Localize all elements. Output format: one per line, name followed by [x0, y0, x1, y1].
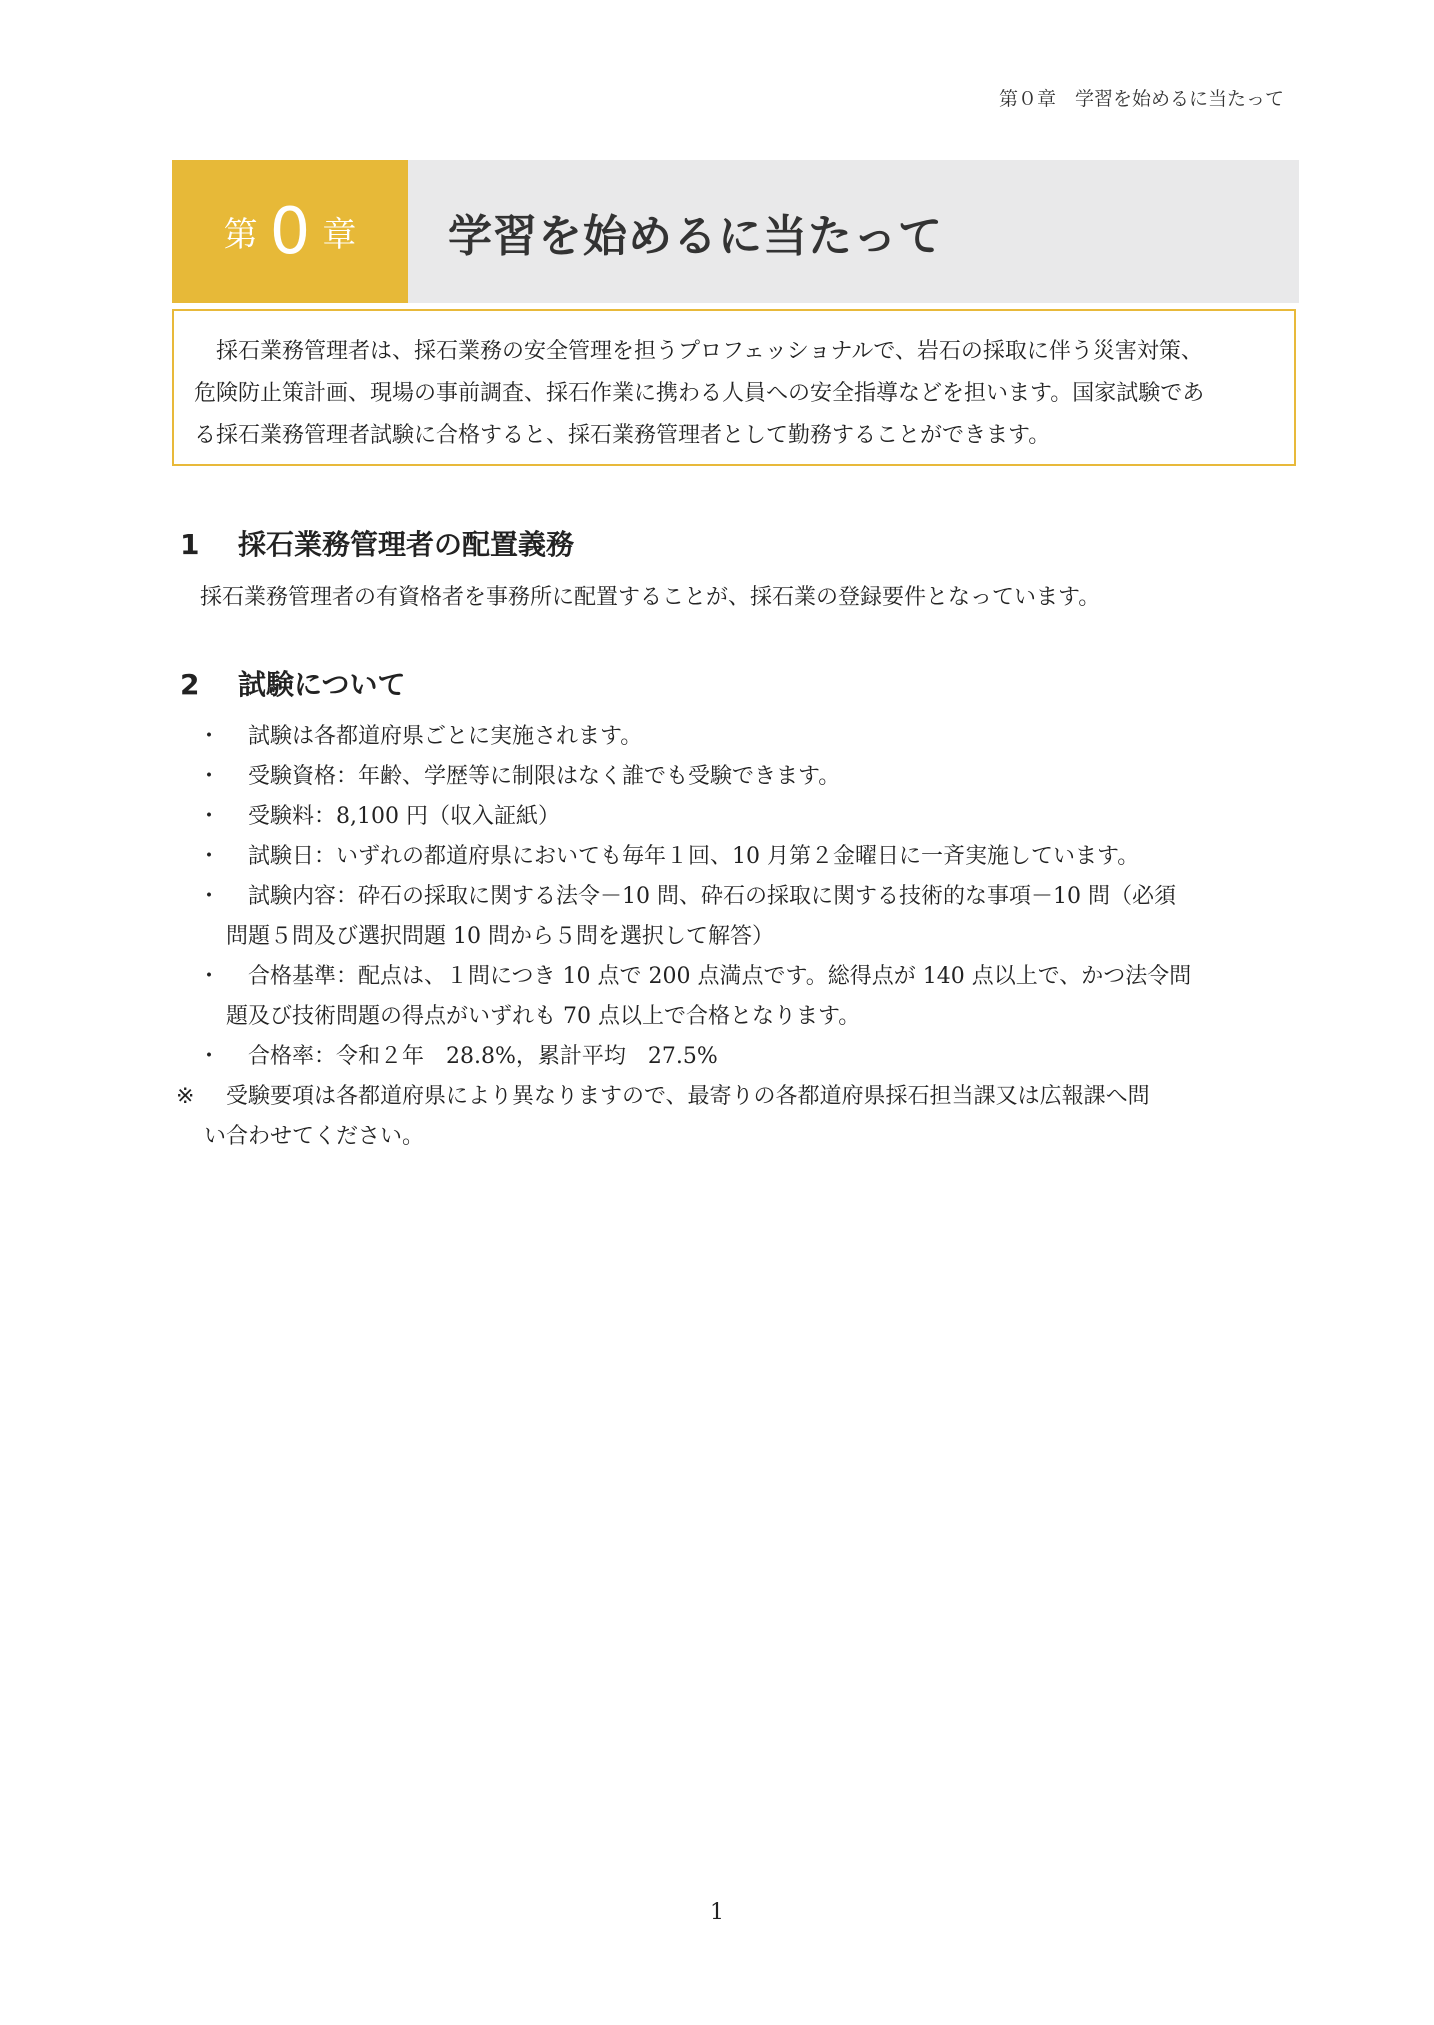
section-heading-2 — [180, 663, 405, 703]
section-1-body: 採石業務管理者の有資格者を事務所に配置することが、採石業の登録要件となっています。 — [200, 585, 1101, 610]
running-header: 第０章 学習を始めるに当たって — [998, 88, 1284, 110]
list-item — [198, 837, 1298, 877]
section-heading-1 — [180, 523, 574, 563]
list-item — [198, 877, 1298, 957]
bullet-mark: ・ — [198, 764, 221, 789]
chapter-prefix: 第 — [223, 215, 258, 255]
section-title: 試験について — [238, 668, 406, 701]
bullet-mark: ・ — [198, 1044, 221, 1069]
exam-note — [176, 1077, 1298, 1157]
list-item-text: 合格率：令和２年 28.8%，累計平均 27.5% — [248, 1044, 718, 1069]
intro-box — [172, 309, 1296, 466]
note-text-continued: い合わせてください。 — [204, 1124, 425, 1149]
list-item-text: 試験は各都道府県ごとに実施されます。 — [248, 724, 643, 749]
list-item — [198, 957, 1298, 1037]
chapter-number: 0 — [269, 194, 311, 269]
list-item — [198, 717, 1298, 757]
note-mark: ※ — [176, 1084, 195, 1109]
intro-line: 危険防止策計画、現場の事前調査、採石作業に携わる人員への安全指導などを担います。国家試験であ — [194, 381, 1205, 406]
bullet-mark: ・ — [198, 804, 221, 829]
bullet-mark: ・ — [198, 884, 221, 909]
section-title: 採石業務管理者の配置義務 — [238, 528, 575, 561]
list-item — [198, 797, 1298, 837]
intro-line: 採石業務管理者は、採石業務の安全管理を担うプロフェッショナルで、岩石の採取に伴う災害対策、 — [194, 339, 1203, 364]
bullet-mark: ・ — [198, 844, 221, 869]
list-item-text: 試験内容：砕石の採取に関する法令－10 問、砕石の採取に関する技術的な事項－10 問（必須 — [248, 884, 1176, 909]
chapter-banner — [172, 160, 1299, 303]
chapter-title: 学習を始めるに当たって — [448, 210, 943, 262]
chapter-number-tab — [172, 160, 408, 303]
intro-line: る採石業務管理者試験に合格すると、採石業務管理者として勤務することができます。 — [194, 423, 1051, 448]
page-number: 1 — [710, 1900, 724, 1925]
list-item-text: 受験料：8,100 円（収入証紙） — [248, 804, 560, 829]
bullet-mark: ・ — [198, 964, 221, 989]
section-number: 1 — [180, 528, 200, 561]
exam-info-list — [176, 717, 1298, 1157]
chapter-suffix: 章 — [322, 215, 357, 255]
bullet-mark: ・ — [198, 724, 221, 749]
list-item-text: 試験日：いずれの都道府県においても毎年１回、10 月第２金曜日に一斉実施しています。 — [248, 844, 1140, 869]
list-item-text: 合格基準：配点は、１問につき 10 点で 200 点満点です。総得点が 140 点以上で、かつ法令問 — [248, 964, 1192, 989]
section-number: 2 — [180, 668, 200, 701]
list-item — [198, 1037, 1298, 1077]
list-item-text: 受験資格：年齢、学歴等に制限はなく誰でも受験できます。 — [248, 764, 841, 789]
list-item-text-continued: 題及び技術問題の得点がいずれも 70 点以上で合格となります。 — [226, 1004, 861, 1029]
list-item — [198, 757, 1298, 797]
note-text: 受験要項は各都道府県により異なりますので、最寄りの各都道府県採石担当課又は広報課へ問 — [226, 1084, 1150, 1109]
list-item-text-continued: 問題５問及び選択問題 10 問から５問を選択して解答） — [226, 924, 774, 949]
